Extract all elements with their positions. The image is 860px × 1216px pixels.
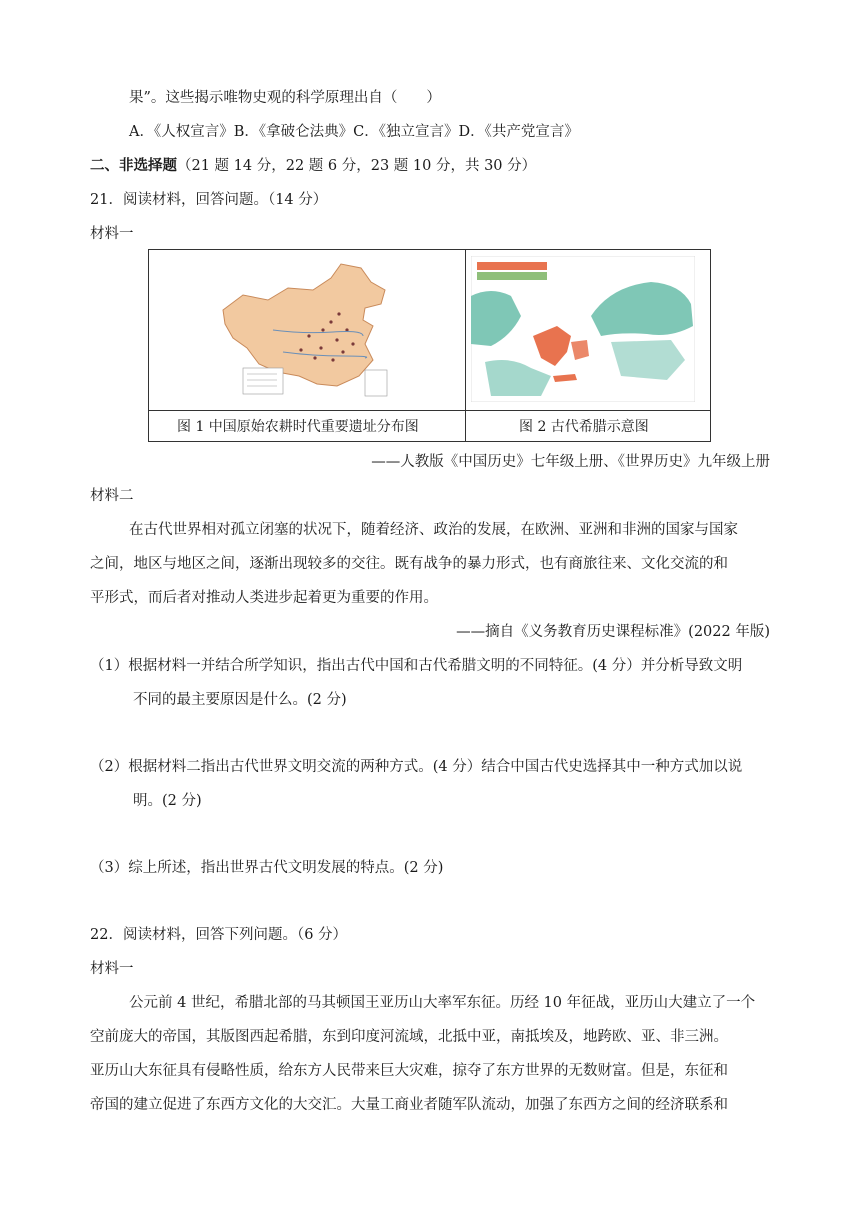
material2-line: 在古代世界相对孤立闭塞的状况下，随着经济、政治的发展，在欧洲、亚洲和非洲的国家与国家 [129,522,738,538]
figure-table [148,249,711,442]
q21-material2-label: 材料二 [90,488,134,504]
q22-material1-label: 材料一 [90,961,134,977]
china-map-image [213,260,403,400]
figure-divider-vertical [465,250,466,441]
q22-material1-line: 公元前 4 世纪，希腊北部的马其顿国王亚历山大率军东征。历经 10 年征战，亚历山大建立了一个 [129,995,756,1011]
q21-source1: ——人教版《中国历史》七年级上册、《世界历史》九年级上册 [371,454,770,470]
q22-material1-line: 帝国的建立促进了东西方文化的大交汇。大量工商业者随军队流动，加强了东西方之间的经济联系和 [90,1097,728,1113]
q20-options: A．《人权宣言》B．《拿破仑法典》C．《独立宣言》D．《共产党宣言》 [129,124,579,140]
figure2-caption: 图 2 古代希腊示意图 [519,419,649,435]
q21-title: 21．阅读材料，回答问题。（14 分） [90,192,328,208]
q22-material1-line: 亚历山大东征具有侵略性质，给东方人民带来巨大灾难，掠夺了东方世界的无数财富。但是，东征和 [90,1063,728,1079]
q21-sub3: （3）综上所述，指出世界古代文明发展的特点。(2 分) [90,860,444,876]
material2-line: 平形式，而后者对推动人类进步起着更为重要的作用。 [90,590,438,606]
q22-material1-line: 空前庞大的帝国，其版图西起希腊，东到印度河流域，北抵中亚，南抵埃及，地跨欧、亚、非三洲。 [90,1029,728,1045]
figure-divider-horizontal [149,410,710,411]
greece-map-image [471,256,695,402]
section2-heading: 二、非选择题 [90,157,177,174]
q22-title: 22．阅读材料，回答下列问题。（6 分） [90,927,348,943]
q21-sub2-cont: 明。(2 分) [133,793,202,809]
q21-sub2: （2）根据材料二指出古代世界文明交流的两种方式。(4 分）结合中国古代史选择其中一种方式加以说 [90,759,743,775]
q21-source2: ——摘自《义务教育历史课程标准》(2022 年版) [456,624,770,640]
section2-title [90,156,536,176]
q20-stem-tail: 果”。这些揭示唯物史观的科学原理出自（ ） [129,90,441,106]
q21-material1-label: 材料一 [90,226,134,242]
section2-note: （21 题 14 分，22 题 6 分，23 题 10 分，共 30 分） [177,158,537,174]
q21-sub1-cont: 不同的最主要原因是什么。(2 分) [133,692,347,708]
material2-line: 之间，地区与地区之间，逐渐出现较多的交往。既有战争的暴力形式，也有商旅往来、文化交流的和 [90,556,728,572]
figure1-caption: 图 1 中国原始农耕时代重要遗址分布图 [177,419,419,435]
q21-sub1: （1）根据材料一并结合所学知识，指出古代中国和古代希腊文明的不同特征。(4 分）并分析导致文明 [90,658,743,674]
